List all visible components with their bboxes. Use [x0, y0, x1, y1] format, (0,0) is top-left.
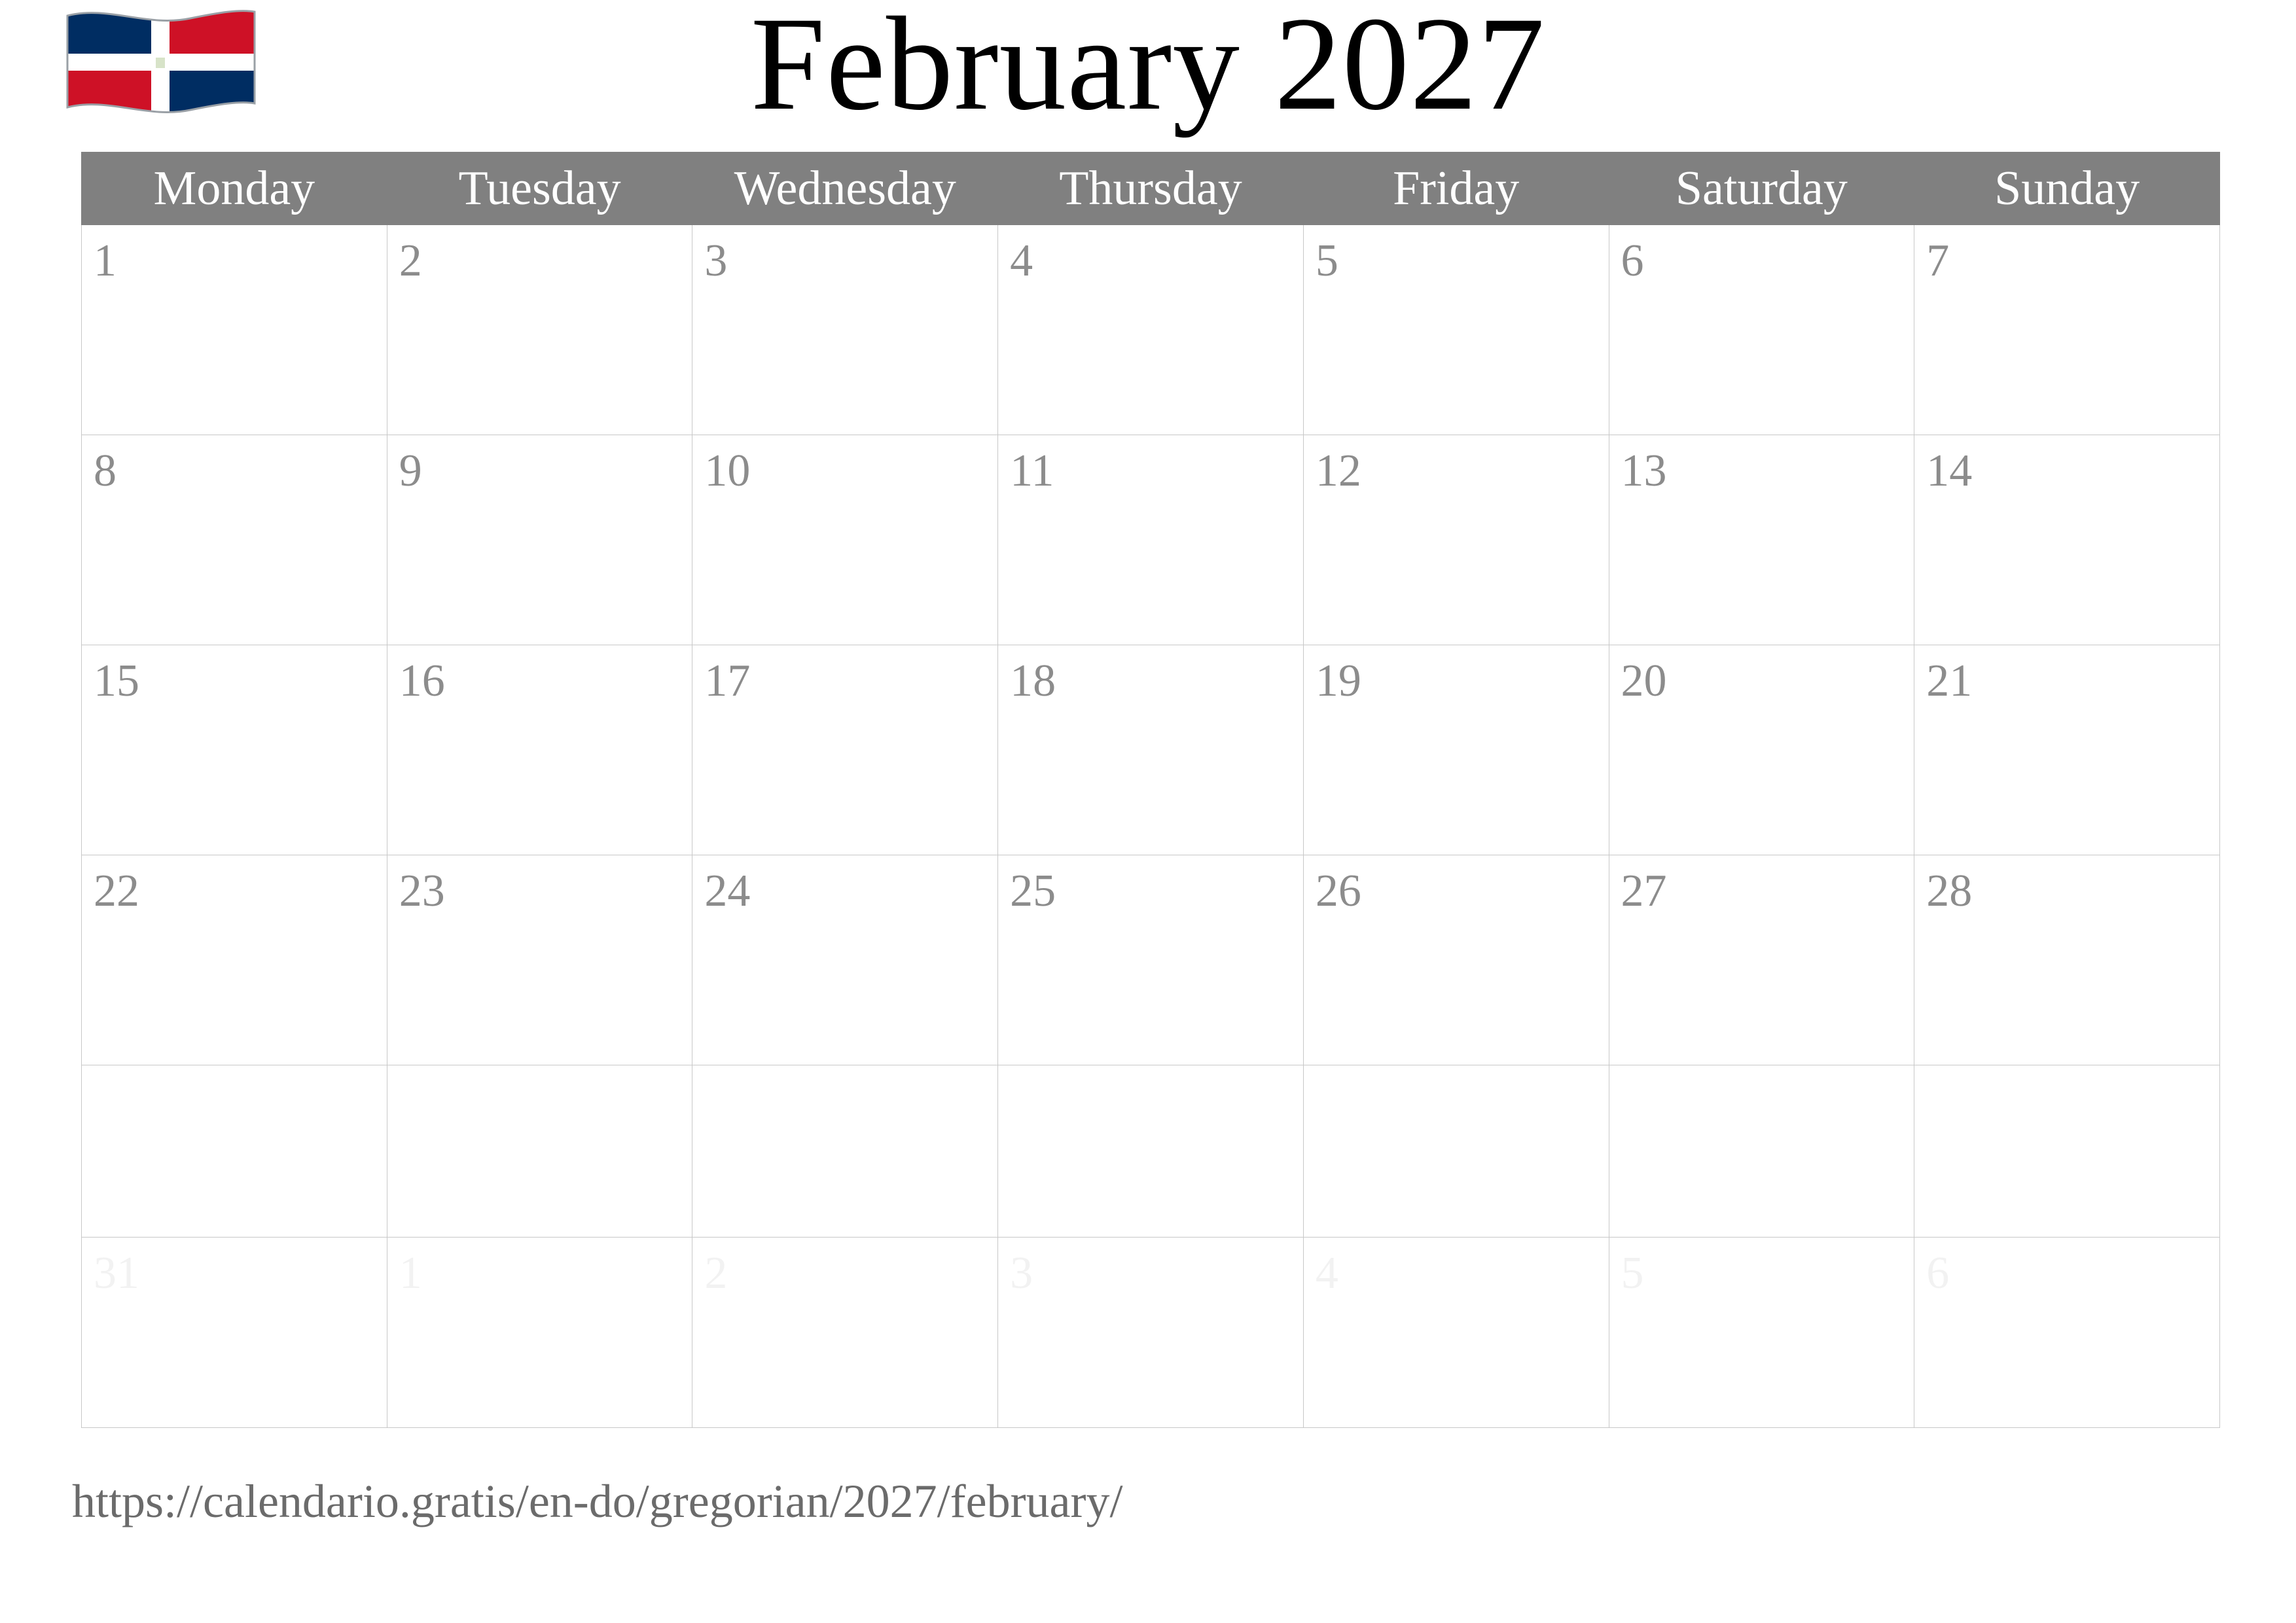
day-cell[interactable] — [1914, 435, 2220, 645]
calendar-week-row — [82, 225, 2220, 435]
day-cell[interactable] — [82, 1065, 387, 1238]
day-cell[interactable] — [692, 435, 998, 645]
day-cell[interactable] — [1609, 855, 1914, 1065]
day-number: 1 — [94, 236, 117, 286]
day-cell[interactable] — [998, 645, 1304, 855]
day-cell[interactable] — [387, 645, 692, 855]
calendar-week-row-empty — [82, 1065, 2220, 1238]
day-number: 26 — [1315, 866, 1361, 916]
weekday-header-row — [82, 152, 2220, 225]
day-number: 12 — [1315, 446, 1361, 496]
day-cell[interactable] — [692, 855, 998, 1065]
day-cell[interactable] — [387, 435, 692, 645]
day-cell[interactable] — [1609, 1065, 1914, 1238]
day-number: 4 — [1315, 1248, 1338, 1298]
day-number: 25 — [1010, 866, 1056, 916]
day-cell[interactable] — [82, 645, 387, 855]
day-number: 1 — [399, 1248, 422, 1298]
day-cell[interactable] — [998, 1065, 1304, 1238]
day-number: 6 — [1621, 236, 1644, 286]
day-number: 9 — [399, 446, 422, 496]
day-cell[interactable] — [1609, 225, 1914, 435]
day-cell[interactable] — [387, 855, 692, 1065]
day-number: 31 — [94, 1248, 139, 1298]
calendar-week-row — [82, 645, 2220, 855]
day-number: 8 — [94, 446, 117, 496]
weekday-header-friday: Friday — [1303, 152, 1609, 225]
day-cell[interactable] — [1303, 645, 1609, 855]
day-cell[interactable] — [387, 1238, 692, 1428]
day-number: 21 — [1926, 656, 1973, 706]
page-header — [0, 0, 2296, 145]
day-cell[interactable] — [692, 645, 998, 855]
day-number: 17 — [704, 656, 751, 706]
page-title: February 2027 — [750, 0, 1546, 138]
day-cell[interactable] — [998, 225, 1304, 435]
day-number — [387, 1065, 692, 1073]
day-cell[interactable] — [1914, 225, 2220, 435]
day-number: 5 — [1621, 1248, 1644, 1298]
day-cell[interactable] — [1914, 855, 2220, 1065]
day-cell[interactable] — [998, 435, 1304, 645]
day-number: 27 — [1621, 866, 1667, 916]
day-number — [692, 1065, 997, 1073]
day-cell[interactable] — [692, 1238, 998, 1428]
day-cell[interactable] — [82, 1238, 387, 1428]
day-cell[interactable] — [1303, 855, 1609, 1065]
day-number: 4 — [1010, 236, 1033, 286]
day-number — [998, 1065, 1303, 1073]
day-cell[interactable] — [1914, 645, 2220, 855]
day-number: 16 — [399, 656, 445, 706]
day-number: 10 — [704, 446, 751, 496]
day-number: 5 — [1315, 236, 1338, 286]
day-number: 15 — [94, 656, 139, 706]
day-cell[interactable] — [1303, 225, 1609, 435]
weekday-header-saturday: Saturday — [1609, 152, 1914, 225]
weekday-header-tuesday: Tuesday — [387, 152, 692, 225]
calendar-week-row-faded — [82, 1238, 2220, 1428]
day-cell[interactable] — [692, 225, 998, 435]
day-number: 11 — [1010, 446, 1054, 496]
weekday-header-thursday: Thursday — [998, 152, 1304, 225]
day-cell[interactable] — [1914, 1065, 2220, 1238]
calendar-week-row — [82, 435, 2220, 645]
day-number: 19 — [1315, 656, 1361, 706]
day-cell[interactable] — [1609, 645, 1914, 855]
day-cell[interactable] — [387, 225, 692, 435]
day-number: 6 — [1926, 1248, 1950, 1298]
day-number: 7 — [1926, 236, 1950, 286]
day-cell[interactable] — [1303, 435, 1609, 645]
day-number: 24 — [704, 866, 751, 916]
day-number — [1914, 1065, 2219, 1073]
day-number: 13 — [1621, 446, 1667, 496]
day-cell[interactable] — [82, 225, 387, 435]
day-number: 2 — [399, 236, 422, 286]
day-number — [1609, 1065, 1914, 1073]
day-number: 22 — [94, 866, 139, 916]
weekday-header-monday: Monday — [82, 152, 387, 225]
day-number: 28 — [1926, 866, 1973, 916]
day-cell[interactable] — [998, 1238, 1304, 1428]
day-number: 20 — [1621, 656, 1667, 706]
day-number: 14 — [1926, 446, 1973, 496]
weekday-header-wednesday: Wednesday — [692, 152, 998, 225]
day-cell[interactable] — [998, 855, 1304, 1065]
day-cell[interactable] — [1303, 1065, 1609, 1238]
source-url[interactable]: https://calendario.gratis/en-do/gregorian/2027/february/ — [72, 1475, 1123, 1527]
day-cell[interactable] — [1609, 435, 1914, 645]
day-number: 3 — [704, 236, 728, 286]
calendar-week-row — [82, 855, 2220, 1065]
day-cell[interactable] — [1914, 1238, 2220, 1428]
day-cell[interactable] — [387, 1065, 692, 1238]
day-number — [82, 1065, 387, 1073]
day-number — [1304, 1065, 1609, 1073]
day-cell[interactable] — [82, 435, 387, 645]
day-cell[interactable] — [692, 1065, 998, 1238]
day-number: 23 — [399, 866, 445, 916]
day-number: 18 — [1010, 656, 1056, 706]
day-cell[interactable] — [1303, 1238, 1609, 1428]
bottom-margin — [0, 1592, 2296, 1623]
day-cell[interactable] — [1609, 1238, 1914, 1428]
day-number: 2 — [704, 1248, 728, 1298]
day-number: 3 — [1010, 1248, 1033, 1298]
day-cell[interactable] — [82, 855, 387, 1065]
weekday-header-sunday: Sunday — [1914, 152, 2220, 225]
month-calendar — [81, 152, 2220, 1428]
